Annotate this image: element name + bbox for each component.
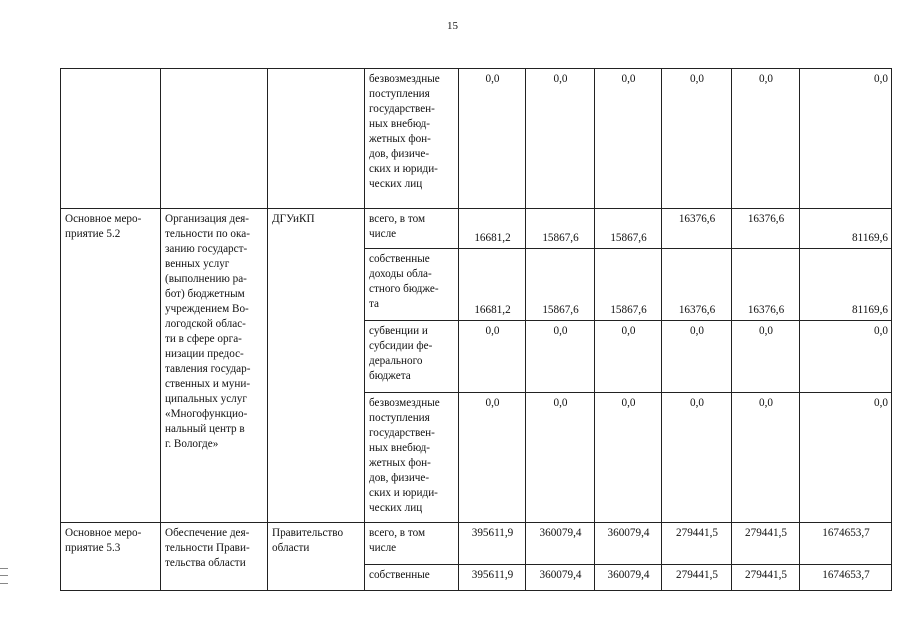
measure-line: Основное меро- <box>65 527 142 539</box>
funding-source-cell <box>365 393 459 523</box>
executor-cell: ДГУиКП <box>268 209 365 523</box>
funding-source-line: числе <box>369 228 397 240</box>
funding-source-line: жетных фон- <box>369 457 431 469</box>
measure-name-line: тельности по ока- <box>165 228 250 240</box>
funding-source-line: ных внебюд- <box>369 118 431 130</box>
measure-line: приятие 5.3 <box>65 542 121 554</box>
funding-source-line: ных внебюд- <box>369 442 431 454</box>
measure-name-line: тельности Прави- <box>165 542 250 554</box>
measure-name-line: занию государст- <box>165 243 248 255</box>
value-cell: 15867,6 <box>526 209 595 249</box>
executor-cell <box>268 69 365 209</box>
value-cell: 0,0 <box>526 69 595 209</box>
value-cell: 81169,6 <box>800 249 892 321</box>
measure-name-line: логодской облас- <box>165 318 246 330</box>
value-cell: 0,0 <box>595 321 662 393</box>
value-cell: 1674653,7 <box>800 565 892 591</box>
funding-source-line: государствен- <box>369 103 435 115</box>
measure-name-line: бот) бюджетным <box>165 288 245 300</box>
value-cell: 16376,6 <box>732 209 800 249</box>
funding-source-cell <box>365 209 459 249</box>
measure-line: приятие 5.2 <box>65 228 121 240</box>
measure-name-line: ципальных услуг <box>165 393 247 405</box>
table-row <box>61 523 892 565</box>
funding-source-line: всего, в том <box>369 527 426 539</box>
value-cell: 0,0 <box>800 69 892 209</box>
value-cell: 81169,6 <box>800 209 892 249</box>
value-cell: 15867,6 <box>595 209 662 249</box>
funding-source-line: собственные <box>369 569 430 581</box>
value-cell: 1674653,7 <box>800 523 892 565</box>
value-cell: 0,0 <box>526 321 595 393</box>
value-cell: 0,0 <box>800 393 892 523</box>
funding-source-line: безвозмездные <box>369 73 440 85</box>
value-cell: 360079,4 <box>526 565 595 591</box>
funding-source-line: стного бюдже- <box>369 283 439 295</box>
funding-source-cell <box>365 321 459 393</box>
funding-source-line: дерального <box>369 355 423 367</box>
value-cell: 0,0 <box>662 69 732 209</box>
funding-source-line: поступления <box>369 88 430 100</box>
measure-name-line: тавления государ- <box>165 363 251 375</box>
value-cell: 0,0 <box>732 321 800 393</box>
measure-name-line: низации предос- <box>165 348 244 360</box>
funding-source-cell <box>365 523 459 565</box>
funding-source-line: собственные <box>369 253 430 265</box>
measure-name-line: «Многофункцио- <box>165 408 248 420</box>
value-cell: 0,0 <box>732 69 800 209</box>
value-cell: 16376,6 <box>732 249 800 321</box>
measure-name-line: ти в сфере орга- <box>165 333 242 345</box>
value-cell: 16376,6 <box>662 209 732 249</box>
funding-source-line: государствен- <box>369 427 435 439</box>
value-cell: 360079,4 <box>526 523 595 565</box>
value-cell: 0,0 <box>459 321 526 393</box>
value-cell: 16681,2 <box>459 209 526 249</box>
value-cell: 0,0 <box>800 321 892 393</box>
measure-name-cell <box>161 209 268 523</box>
funding-source-line: поступления <box>369 412 430 424</box>
measure-name-line: г. Вологде» <box>165 438 219 450</box>
table-row <box>61 209 892 249</box>
value-cell: 16681,2 <box>459 249 526 321</box>
value-cell: 360079,4 <box>595 523 662 565</box>
measure-name-line: ственных и муни- <box>165 378 251 390</box>
funding-source-cell <box>365 69 459 209</box>
value-cell: 0,0 <box>732 393 800 523</box>
funding-source-line: ских и юриди- <box>369 163 438 175</box>
value-cell: 15867,6 <box>526 249 595 321</box>
funding-source-line: ческих лиц <box>369 502 423 514</box>
value-cell: 0,0 <box>595 69 662 209</box>
funding-source-line: дов, физиче- <box>369 148 430 160</box>
measure-cell <box>61 523 161 591</box>
executor-cell <box>268 523 365 591</box>
funding-source-line: жетных фон- <box>369 133 431 145</box>
margin-mark <box>0 568 8 584</box>
executor-line: области <box>272 542 310 554</box>
value-cell: 279441,5 <box>732 523 800 565</box>
funding-source-line: бюджета <box>369 370 411 382</box>
value-cell: 279441,5 <box>662 565 732 591</box>
value-cell: 0,0 <box>459 69 526 209</box>
value-cell: 360079,4 <box>595 565 662 591</box>
measure-name-line: (выполнению ра- <box>165 273 247 285</box>
funding-source-line: всего, в том <box>369 213 426 225</box>
funding-source-line: субвенции и <box>369 325 428 337</box>
funding-source-line: дов, физиче- <box>369 472 430 484</box>
measure-line: Основное меро- <box>65 213 142 225</box>
funding-source-line: числе <box>369 542 397 554</box>
value-cell: 279441,5 <box>662 523 732 565</box>
funding-source-line: субсидии фе- <box>369 340 433 352</box>
value-cell: 16376,6 <box>662 249 732 321</box>
executor-line: Правительство <box>272 527 344 539</box>
funding-source-line: ских и юриди- <box>369 487 438 499</box>
funding-source-cell <box>365 249 459 321</box>
measure-name-cell <box>161 523 268 591</box>
funding-source-line: та <box>369 298 379 310</box>
funding-source-cell <box>365 565 459 591</box>
measure-name-line: венных услуг <box>165 258 230 270</box>
value-cell: 395611,9 <box>459 565 526 591</box>
measure-cell <box>61 69 161 209</box>
funding-source-line: ческих лиц <box>369 178 423 190</box>
measure-name-line: учреждением Во- <box>165 303 249 315</box>
measure-cell <box>61 209 161 523</box>
value-cell: 279441,5 <box>732 565 800 591</box>
value-cell: 0,0 <box>526 393 595 523</box>
value-cell: 395611,9 <box>459 523 526 565</box>
value-cell: 0,0 <box>662 393 732 523</box>
page-number: 15 <box>447 20 458 32</box>
value-cell: 0,0 <box>595 393 662 523</box>
value-cell: 0,0 <box>459 393 526 523</box>
measure-name-line: нальный центр в <box>165 423 245 435</box>
funding-source-line: безвозмездные <box>369 397 440 409</box>
value-cell: 15867,6 <box>595 249 662 321</box>
measure-name-cell <box>161 69 268 209</box>
measure-name-line: Обеспечение дея- <box>165 527 250 539</box>
measure-name-line: тельства области <box>165 557 246 569</box>
measure-name-line: Организация дея- <box>165 213 250 225</box>
value-cell: 0,0 <box>662 321 732 393</box>
budget-table <box>60 68 892 591</box>
funding-source-line: доходы обла- <box>369 268 432 280</box>
table-row <box>61 69 892 209</box>
